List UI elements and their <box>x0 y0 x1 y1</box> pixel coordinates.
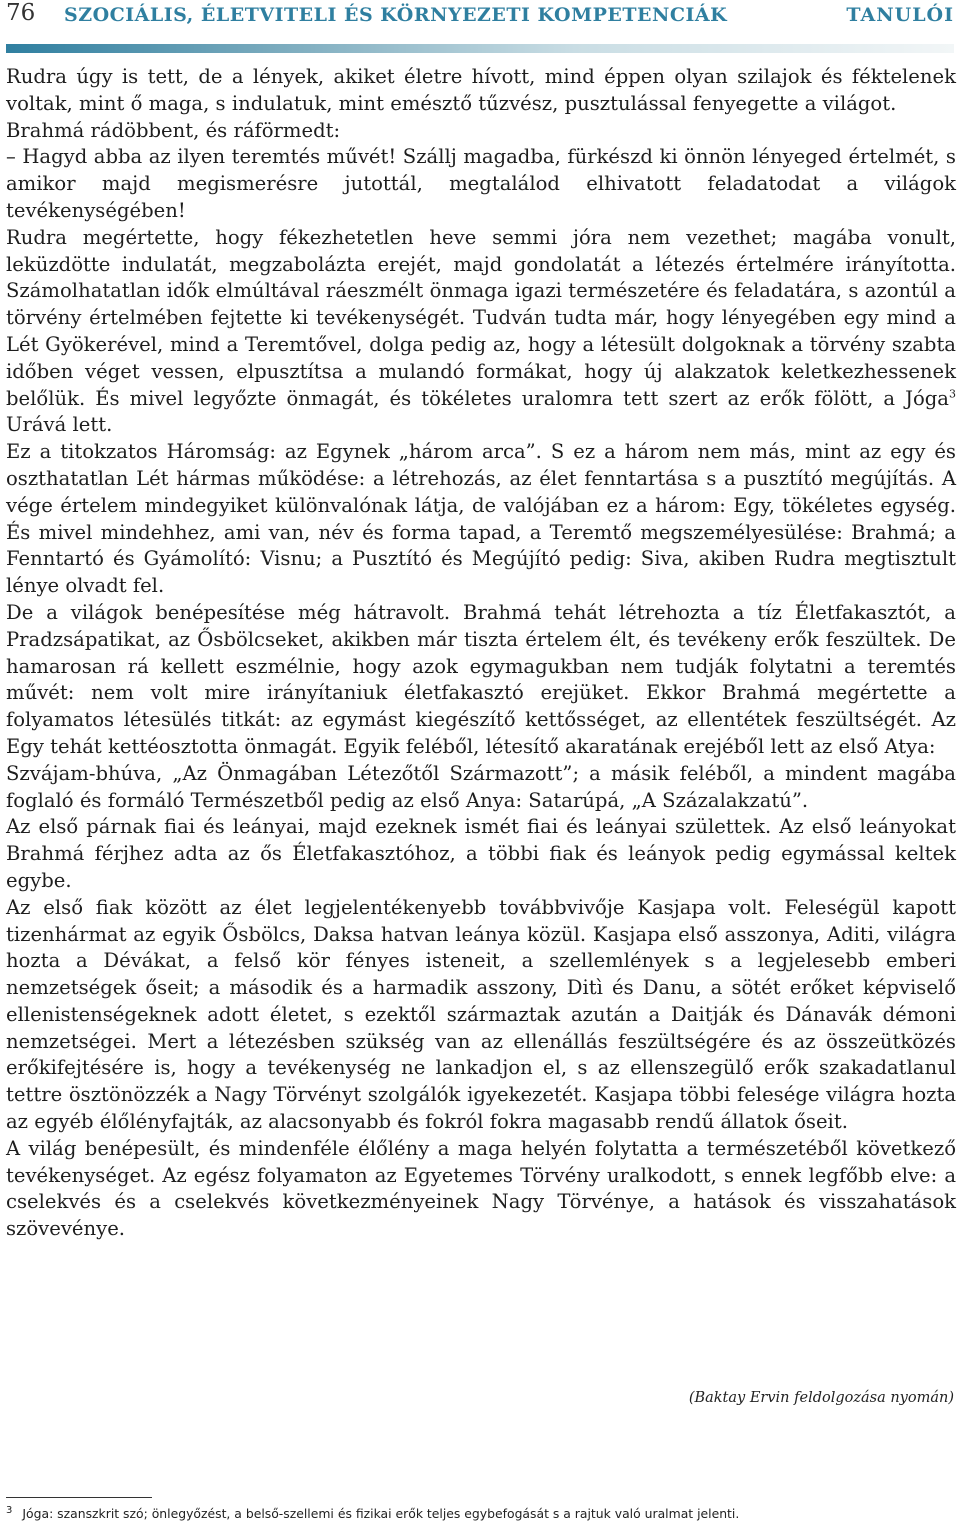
paragraph: De a világok benépesítése még hátravolt. Brahmá tehát létrehozta a tíz Életfakasztót, a Pradzsápatikat, az Ősbölcseket, akikben már tiszta értelem élt, és tevékeny erők feszültek. De hamarosan rá kellett eszmélnie, hogy azok egymagukban nem tudják folytatni a teremtés művét: nem volt mire irányítaniuk életfakasztó erejüket. Ekkor Brahmá megértette a folyamatos létesülés titkát: az egymást kiegészítő kettősséget, az ellentétek feszültségét. Az Egy tehát kettéosztotta önmagát. Egyik feléből, létesítő akaratának erejéből lett az első Atya: <box>6 600 956 758</box>
footnote-marker: 3 <box>6 1505 13 1516</box>
paragraph-dialog: – Hagyd abba az ilyen teremtés művét! Szállj magadba, fürkészd ki önnön lényeged értelmét, s amikor majd megismerésre jutottál, megtalálod elhivatott feladatodat a világok tevékenységében! <box>6 145 956 222</box>
header-gradient-rule <box>6 44 954 53</box>
paragraph-tail: Urává lett. <box>6 413 113 437</box>
footnote-reference: 3 <box>949 387 956 401</box>
source-attribution: (Baktay Ervin feldolgozása nyomán) <box>688 1390 954 1406</box>
page-number: 76 <box>6 0 36 26</box>
paragraph: Szvájam-bhúva, „Az Önmagában Létezőtől Származott”; a másik feléből, a mindent magába foglaló és formáló Természetből pedig az első Anya: Satarúpá, „A Százalakzatú”. <box>6 761 956 812</box>
footnote-divider <box>6 1497 152 1498</box>
paragraph: Ez a titokzatos Háromság: az Egynek „három arca”. S ez a három nem más, mint az egy és oszthatatlan Lét hármas működése: a létrehozás, az élet fenntartása s a pusztító megújítás. A vége értelem mindegyiket különvalónak látja, de valójában ez a három: Egy, tökéletes egység. És mivel mindehhez, ami van, név és forma tapad, a Teremtő megszemélyesülése: Brahmá; a Fenntartó és Gyámolító: Visnu; a Pusztító és Megújító pedig: Siva, akiben Rudra megtisztult lénye olvadt fel. <box>6 440 956 598</box>
paragraph: Rudra úgy is tett, de a lények, akiket életre hívott, mind éppen olyan szilajok és féktelenek voltak, mint ő maga, s indulatuk, mint emésztő tűzvész, pusztulással fenyegette a világot. <box>6 65 956 115</box>
paragraph: Az első fiak között az élet legjelentékenyebb továbbvivője Kasjapa volt. Feleségül kapott tizenhármat az egyik Ősbölcs, Daksa hatvan leánya közül. Kasjapa első asszonya, Aditi, világra hozta a Dévákat, a felső kör fényes isteneit, a szellemlények s a legjelesebb emberi nemzetségek őseit; a második és a harmadik asszony, Ditì és Danu, a sötét erőket képviselő ellenistenségeknek adott életet, s ezektől származtak azután a Daitják és Dánavák démoni nemzetségei. Mert a létezésben szükség van az ellenállás feszültségére és az összeütközés erőkifejtésére is, hogy a tevékenység ne lankadjon el, s az ellenszegülő erők szakadatlanul tettre ösztönözzék a Nagy Törvényt szolgálók igyekezetét. Kasjapa többi felesége világra hozta az egyéb élőlényfajták, az alacsonyabb és fokról fokra magasabb rendű állatok őseit. <box>6 895 956 1134</box>
paragraph-rudra <box>6 225 956 439</box>
footnote-text: Jóga: szanszkrit szó; önlegyőzést, a belső-szellemi és fizikai erők teljes egybefogását s a rajtuk való uralmat jelenti. <box>22 1506 740 1522</box>
paragraph-text: Rudra megértette, hogy fékezhetetlen heve semmi jóra nem vezethet; magába vonult, leküzdötte indulatát, megzabolázta erejét, majd gondolatát a létezés értelmére irányította. Számolhatatlan idők elmúltával ráeszmélt önmaga igazi természetére és feladatára, s azontúl a törvény értelmében fejtette ki tevékenységét. Tudván tudta már, hogy lényegében egy mind a Lét Gyökerével, mind a Teremtővel, dolga pedig az, hogy a létesült dolgoknak a törvény szabta időben véget vessen, elpusztítsa a mulandó formákat, hogy új alakzatok keletkezhessenek belőlük. És mivel legyőzte önmagát, és tökéletes uralomra tett szert az erők fölött, a Jóga <box>6 225 956 410</box>
paragraph: A világ benépesült, és mindenféle élőlény a maga helyén folytatta a természetéből következő tevékenységet. Az egész folyamaton az Egyetemes Törvény uralkodott, s ennek legfőbb elve: a cselekvés és a cselekvés következményeinek Nagy Törvénye, a hatások és visszahatások szövevénye. <box>6 1136 956 1241</box>
page-header <box>0 0 960 28</box>
paragraph: Az első párnak fiai és leányai, majd ezeknek ismét fiai és leányai születtek. Az első leányokat Brahmá férjhez adta az ős Életfakasztóhoz, a többi fiak és leányok pedig egymással keltek egybe. <box>6 815 956 892</box>
section-title: SZOCIÁLIS, ÉLETVITELI ÉS KÖRNYEZETI KOMPETENCIÁK <box>64 4 728 26</box>
audience-label: TANULÓI <box>846 4 954 26</box>
footnote <box>6 1505 956 1521</box>
body-text <box>6 64 956 1243</box>
paragraph: Brahmá rádöbbent, és ráförmedt: <box>6 118 341 142</box>
